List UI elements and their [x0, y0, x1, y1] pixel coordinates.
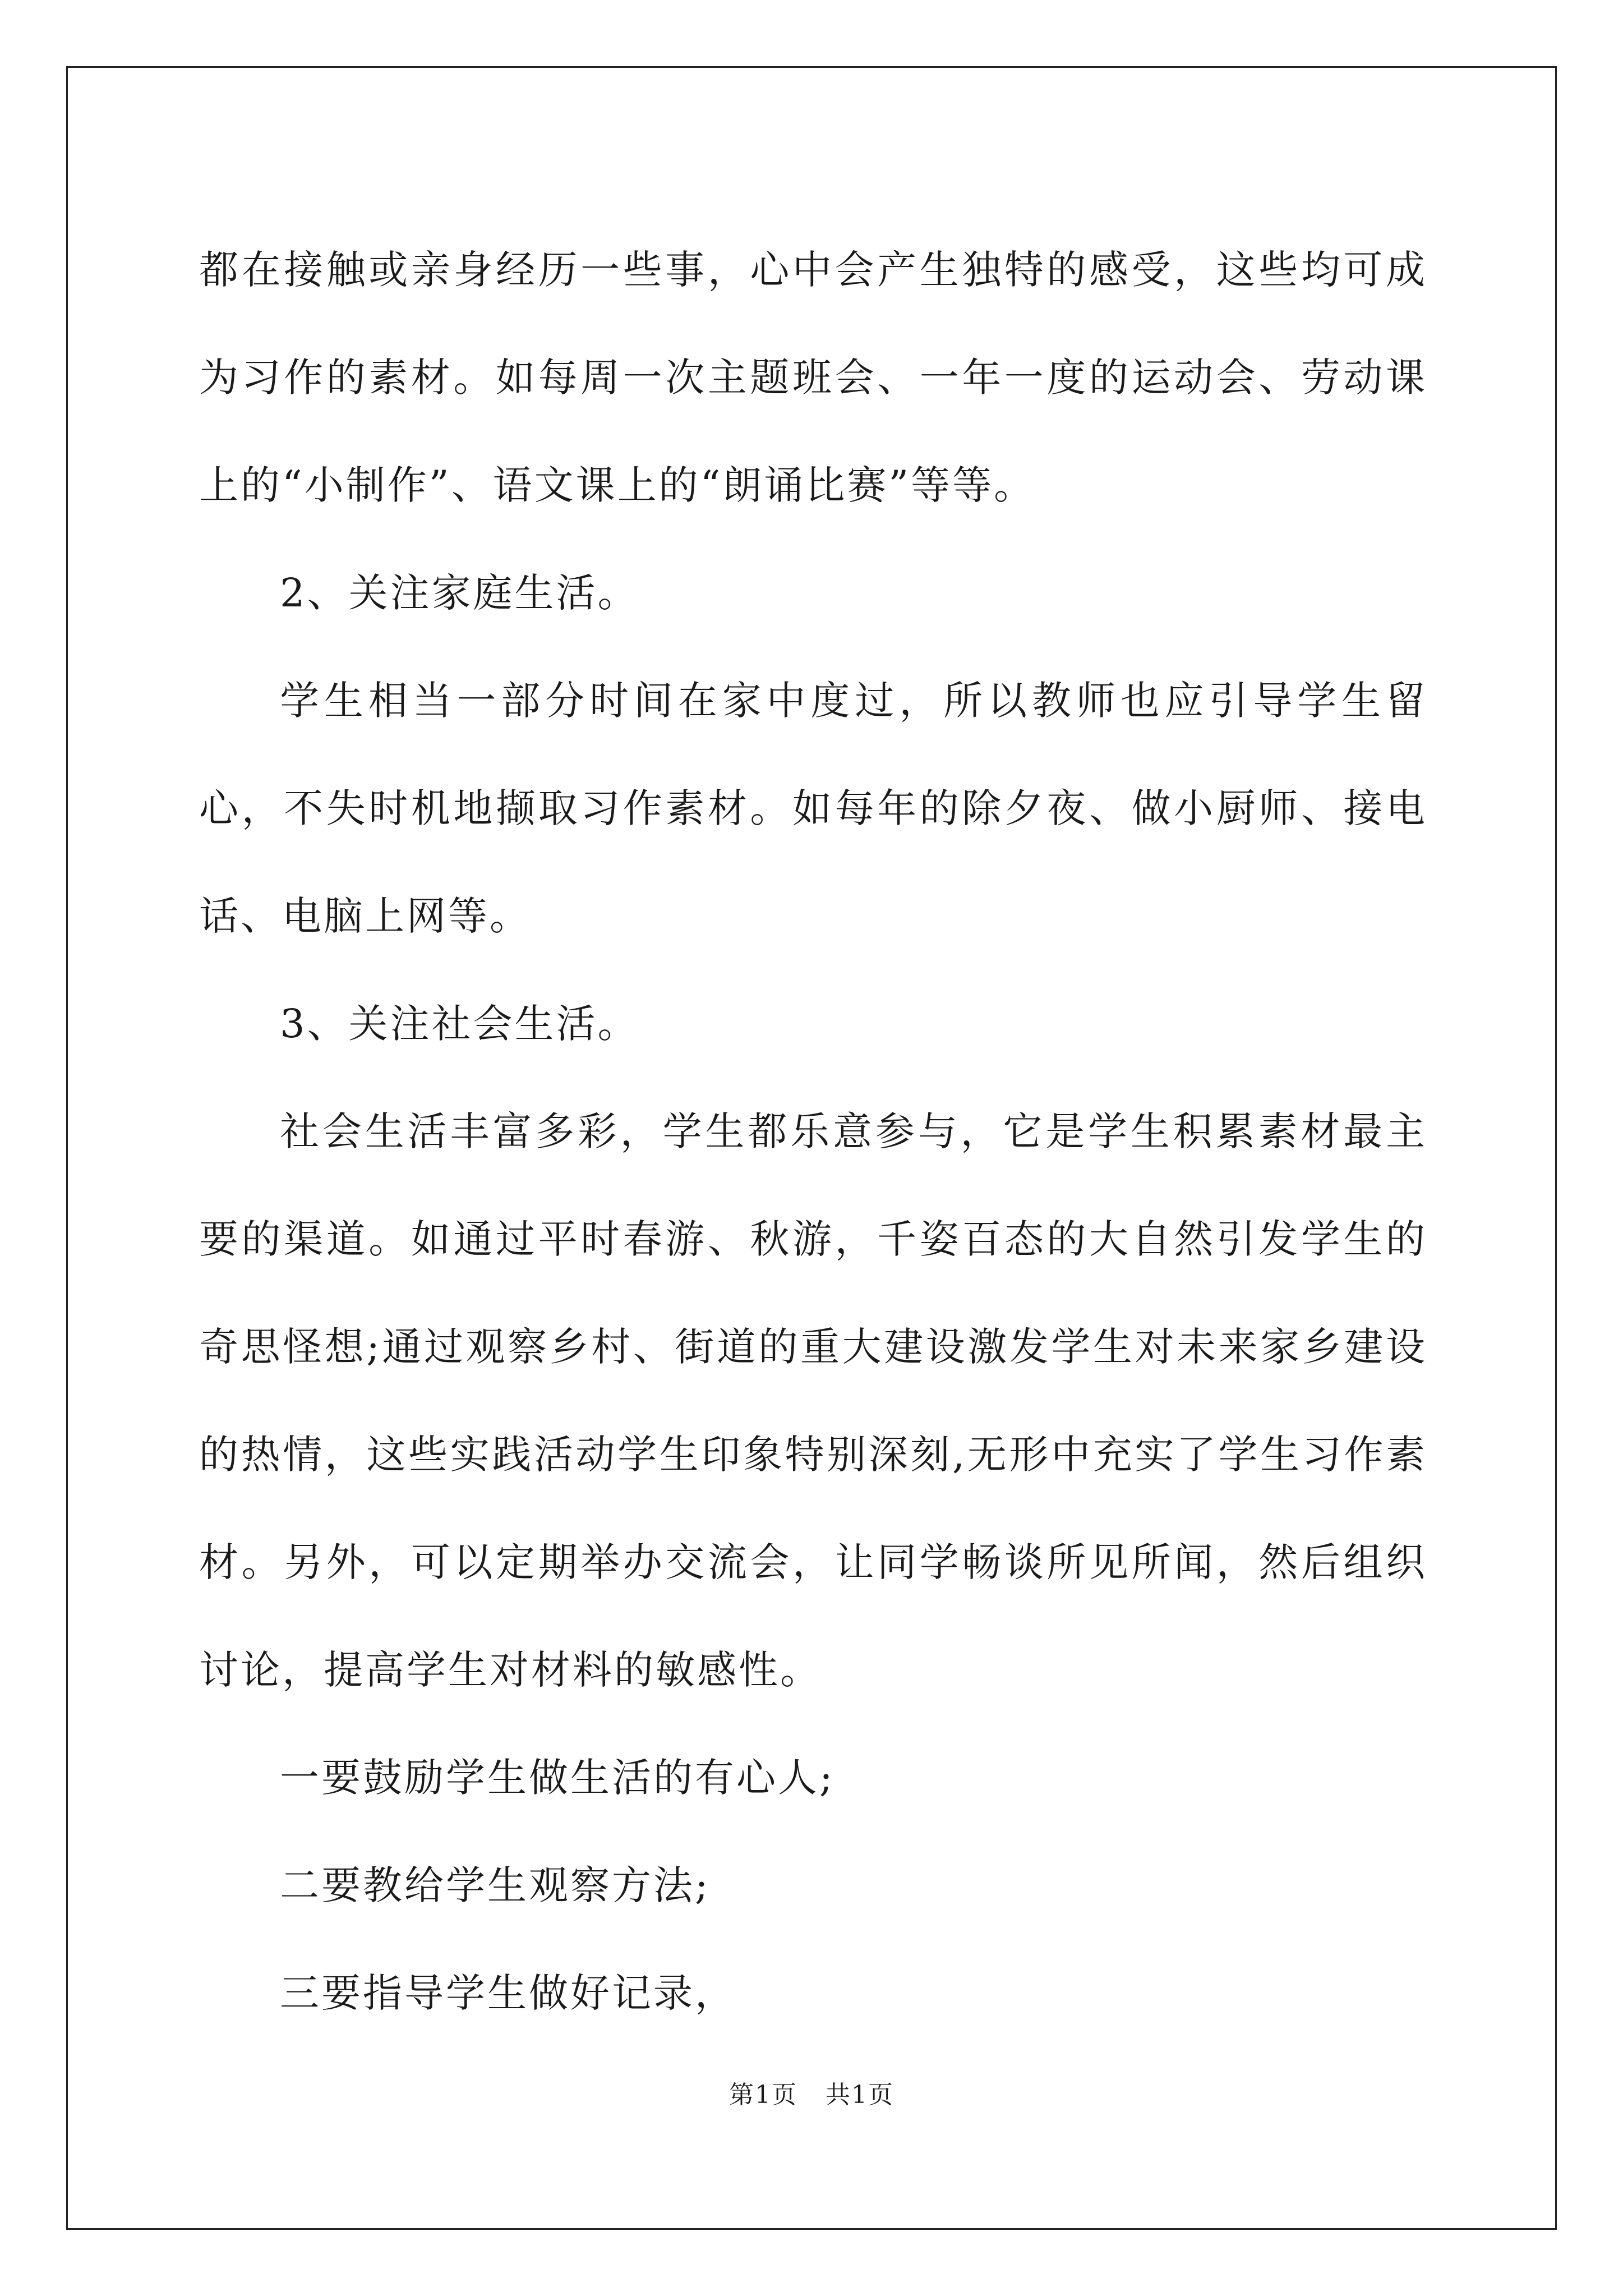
document-body — [199, 216, 1427, 2047]
paragraph-4-heading: 3、关注社会生活。 — [280, 1001, 639, 1047]
page-number: 第1页 — [729, 2081, 797, 2109]
page-footer — [0, 2078, 1623, 2112]
paragraph-7: 二要教给学生观察方法; — [280, 1862, 711, 1908]
page-total: 共1页 — [826, 2081, 894, 2109]
paragraph-1: 都在接触或亲身经历一些事，心中会产生独特的感受，这些均可成为习作的素材。如每周一次主题班会、一年一度的运动会、劳动课上的“小制作”、语文课上的“朗诵比赛”等等。 — [199, 247, 1427, 508]
paragraph-6: 一要鼓励学生做生活的有心人; — [280, 1755, 835, 1801]
paragraph-5: 社会生活丰富多彩，学生都乐意参与，它是学生积累素材最主要的渠道。如通过平时春游、秋游，千姿百态的大自然引发学生的奇思怪想;通过观察乡村、街道的重大建设激发学生对未来家乡建设的热情，这些实践活动学生印象特别深刻,无形中充实了学生习作素材。另外，可以定期举办交流会，让同学畅谈所见所闻，然后组织讨论，提高学生对材料的敏感性。 — [199, 1108, 1427, 1693]
paragraph-2-heading: 2、关注家庭生活。 — [280, 570, 639, 616]
paragraph-3: 学生相当一部分时间在家中度过，所以教师也应引导学生留心，不失时机地撷取习作素材。如每年的除夕夜、做小厨师、接电话、电脑上网等。 — [199, 678, 1427, 939]
paragraph-8: 三要指导学生做好记录， — [280, 1970, 736, 2016]
